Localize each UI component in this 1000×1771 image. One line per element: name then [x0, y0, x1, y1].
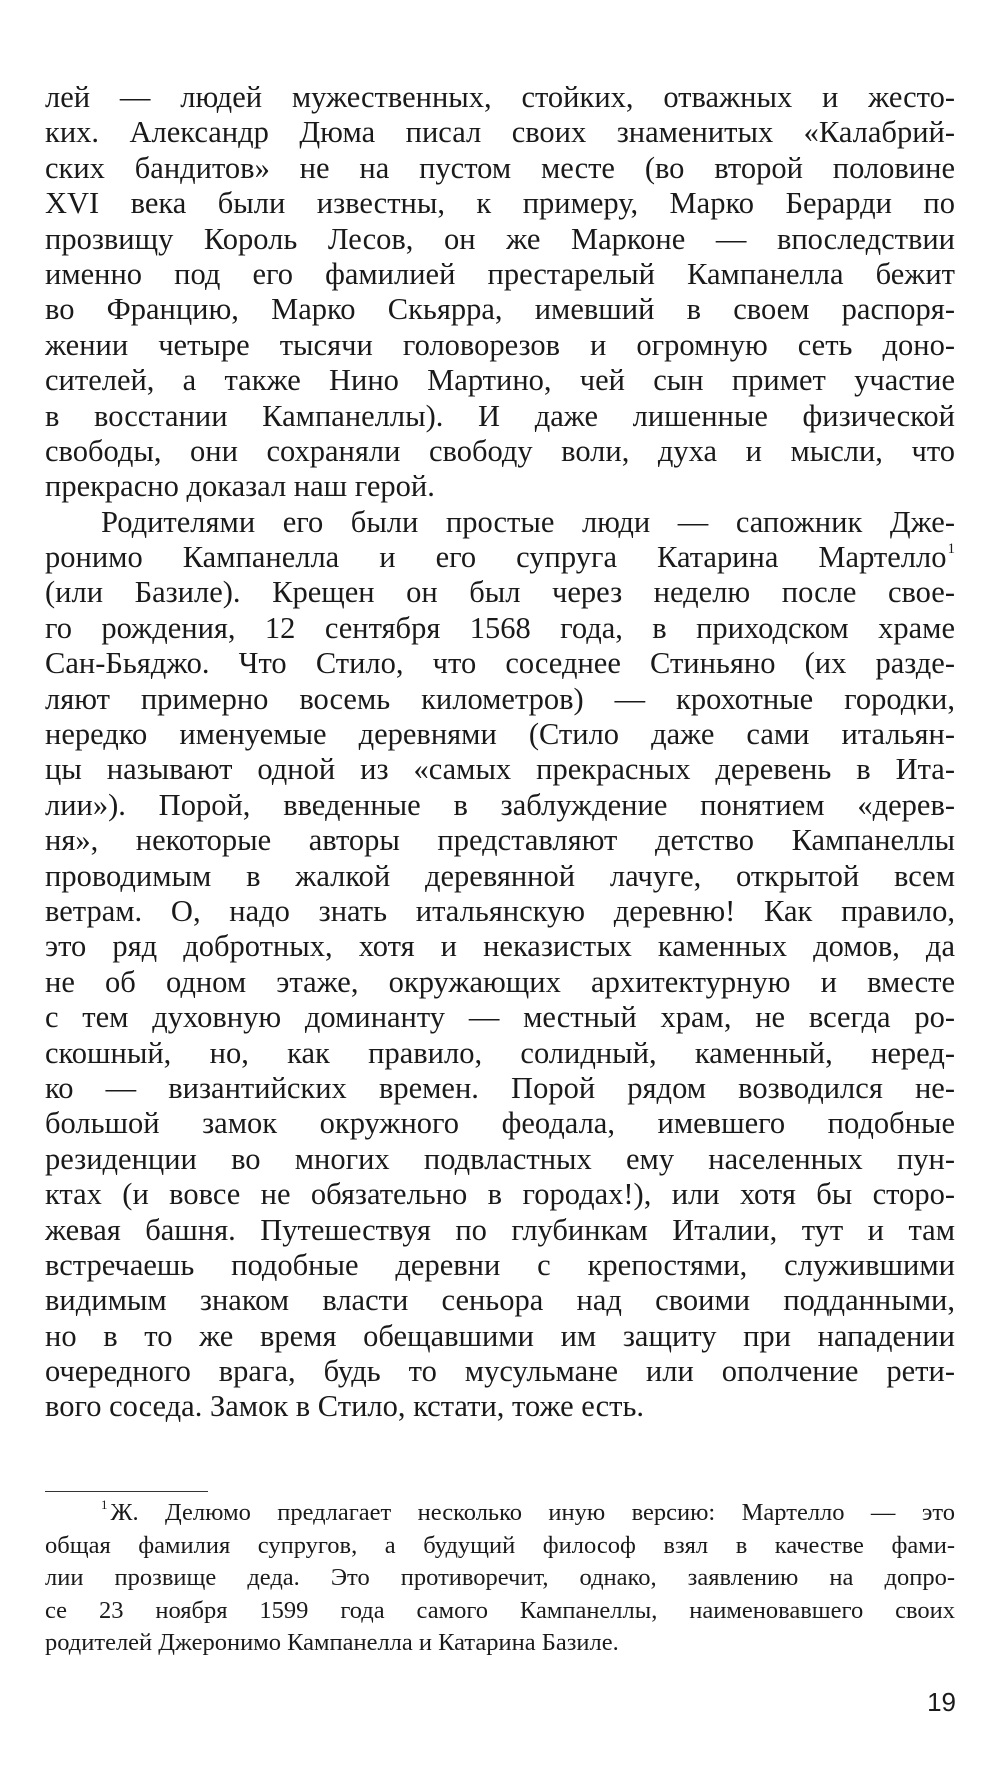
- text-line: ских бандитов» не на пустом месте (во второй половине: [45, 150, 955, 185]
- text-line: цы называют одной из «самых прекрасных деревень в Ита-: [45, 752, 955, 787]
- text-line: го рождения, 12 сентября 1568 года, в приходском храме: [45, 610, 955, 645]
- text-line: видимым знаком власти сеньора над своими подданными,: [45, 1283, 955, 1318]
- text-line: в восстании Кампанеллы). И даже лишенные физической: [45, 398, 955, 433]
- footnote-line: лии прозвище деда. Это противоречит, однако, заявлению на допро-: [45, 1564, 955, 1591]
- footnote: [45, 1497, 955, 1660]
- page-number: 19: [927, 1687, 956, 1717]
- footnote-text: Ж. Делюмо предлагает несколько иную версию: Мартелло — это: [110, 1499, 955, 1526]
- text-line: проводимым в жалкой деревянной лачуге, открытой всем: [45, 858, 955, 893]
- text-line: свободы, они сохраняли свободу воли, духа и мысли, что: [45, 433, 955, 468]
- text-line: встречаешь подобные деревни с крепостями, служившими: [45, 1247, 955, 1282]
- text-line: сителей, а также Нино Мартино, чей сын примет участие: [45, 363, 955, 398]
- text-line: Сан-Бьяджо. Что Стило, что соседнее Стиньяно (их разде-: [45, 646, 955, 681]
- text-line-with-footnote-ref: [45, 540, 955, 575]
- text-line: именно под его фамилией престарелый Кампанелла бежит: [45, 256, 955, 291]
- main-text: [45, 80, 955, 1425]
- text-line: жении четыре тысячи головорезов и огромную сеть доно-: [45, 327, 955, 362]
- text-line: ронимо Кампанелла и его супруга Катарина Мартелло: [45, 540, 947, 575]
- text-line: ктах (и вовсе не обязательно в городах!), или хотя бы сторо-: [45, 1177, 955, 1212]
- text-line: (или Базиле). Крещен он был через неделю после свое-: [45, 575, 955, 610]
- text-line: лии»). Порой, введенные в заблуждение понятием «дерев-: [45, 787, 955, 822]
- footnote-line: общая фамилия супругов, а будущий философ взял в качестве фами-: [45, 1531, 955, 1559]
- paragraph-end-line: прекрасно доказал наш герой.: [45, 469, 435, 504]
- text-line: лей — людей мужественных, стойких, отважных и жесто-: [45, 80, 955, 114]
- text-line: жевая башня. Путешествуя по глубинкам Италии, тут и там: [45, 1212, 955, 1247]
- text-line: это ряд добротных, хотя и неказистых каменных домов, да: [45, 929, 955, 964]
- text-line: очередного врага, будь то мусульмане или ополчение рети-: [45, 1354, 955, 1389]
- text-line: не об одном этаже, окружающих архитектурную и вместе: [45, 964, 955, 999]
- text-line: но в то же время обещавшими им защиту при нападении: [45, 1318, 955, 1353]
- text-line: нередко именуемые деревнями (Стило даже сами итальян-: [45, 717, 955, 752]
- text-line: ляют примерно восемь километров) — крохотные городки,: [45, 681, 955, 716]
- text-line: большой замок окружного феодала, имевшего подобные: [45, 1106, 955, 1141]
- paragraph-start-line: Родителями его были простые люди — сапожник Дже-: [101, 504, 955, 539]
- text-line: резиденции во многих подвластных ему населенных пун-: [45, 1141, 955, 1176]
- text-line: скошный, но, как правило, солидный, каменный, неред-: [45, 1035, 955, 1070]
- footnote-separator: [45, 1491, 208, 1492]
- footnote-line: се 23 ноября 1599 года самого Кампанеллы, наименовавшего своих: [45, 1596, 955, 1624]
- text-line: во Францию, Марко Скьярра, имевший в своем распоря-: [45, 292, 955, 327]
- text-line: ких. Александр Дюма писал своих знаменитых «Калабрий-: [45, 115, 955, 150]
- paragraph-end-line: вого соседа. Замок в Стило, кстати, тоже есть.: [45, 1389, 645, 1424]
- text-line: прозвищу Король Лесов, он же Марконе — впоследствии: [45, 221, 955, 256]
- footnote-reference: 1: [947, 541, 955, 558]
- text-line: XVI века были известны, к примеру, Марко Берарди по: [45, 186, 955, 221]
- footnote-first-line: [45, 1497, 955, 1530]
- footnote-line: родителей Джеронимо Кампанелла и Катарина Базиле.: [45, 1629, 619, 1656]
- text-line: ветрам. О, надо знать итальянскую деревню! Как правило,: [45, 893, 955, 928]
- footnote-marker: 1: [101, 1497, 108, 1512]
- text-line: с тем духовную доминанту — местный храм, не всегда ро-: [45, 1000, 955, 1035]
- text-line: ко — византийских времен. Порой рядом возводился не-: [45, 1070, 955, 1105]
- text-line: ня», некоторые авторы представляют детство Кампанеллы: [45, 823, 955, 858]
